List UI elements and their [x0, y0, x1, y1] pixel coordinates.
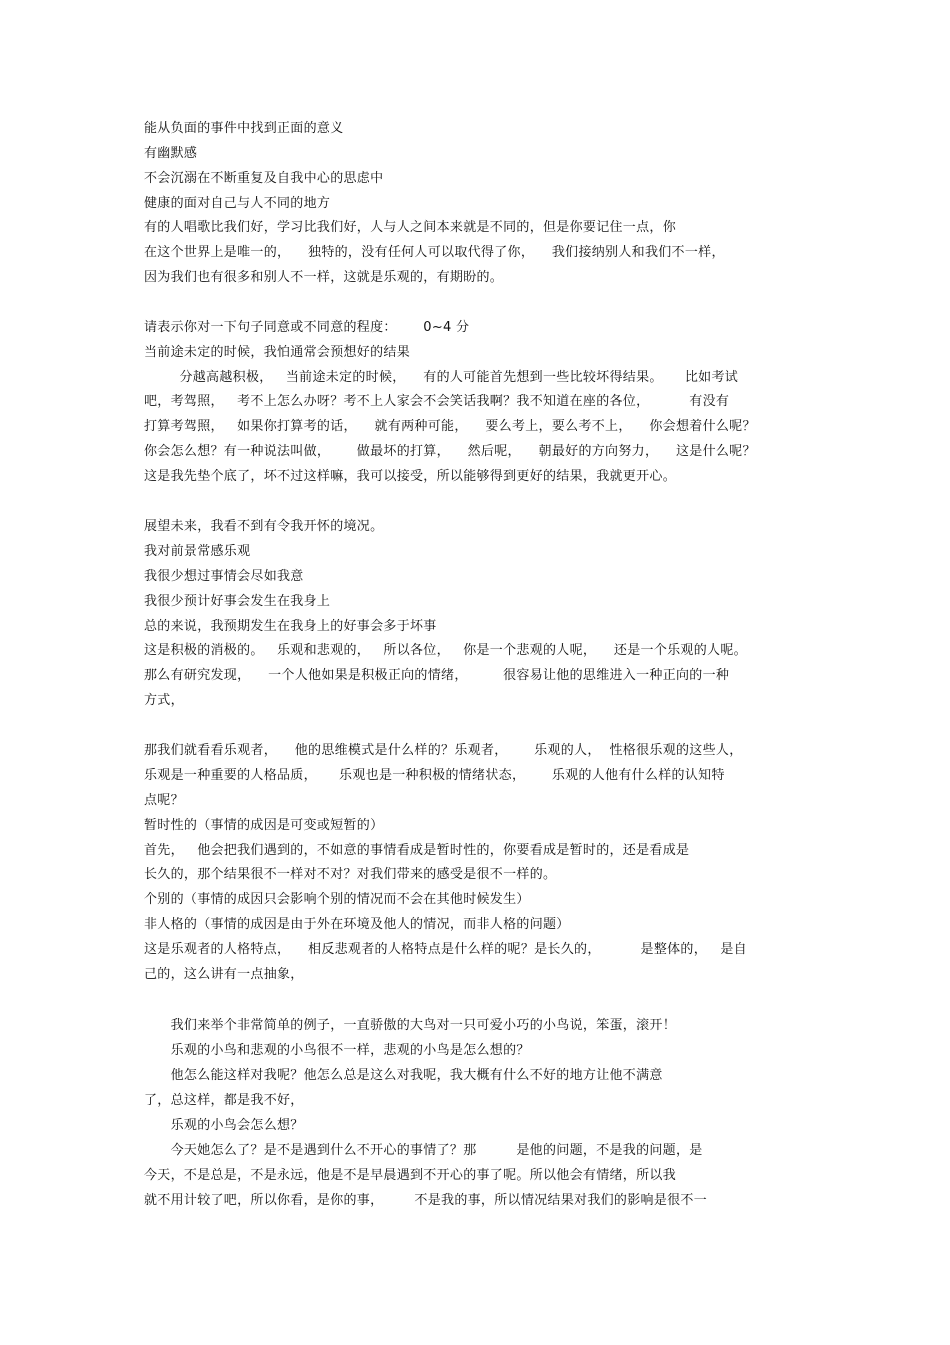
text-line: 那么有研究发现， 一个人他如果是积极正向的情绪， 很容易让他的思维进入一种正向的一种	[144, 668, 730, 683]
text-line: 有的人唱歌比我们好，学习比我们好，人与人之间本来就是不同的，但是你要记住一点，你	[144, 220, 677, 235]
text-line: 展望未来，我看不到有令我开怀的境况。	[144, 519, 384, 534]
text-line: 今天她怎么了？是不是遇到什么不开心的事情了？那 是他的问题，不是我的问题，是	[144, 1143, 703, 1158]
text-line: 这是我先垫个底了，坏不过这样嘛，我可以接受，所以能够得到更好的结果，我就更开心。	[144, 469, 677, 484]
text-line: 个别的（事情的成因只会影响个别的情况而不会在其他时候发生）	[144, 892, 530, 907]
text-line: 因为我们也有很多和别人不一样，这就是乐观的，有期盼的。	[144, 270, 504, 285]
text-line: 我们来举个非常简单的例子，一直骄傲的大鸟对一只可爱小巧的小鸟说，笨蛋，滚开！	[144, 1018, 676, 1033]
text-line: 当前途未定的时候，我怕通常会预想好的结果	[144, 345, 411, 360]
text-line: 有幽默感	[144, 146, 198, 161]
text-line: 在这个世界上是唯一的， 独特的，没有任何人可以取代得了你， 我们接纳别人和我们不一样，	[144, 245, 725, 260]
text-line: 我很少想过事情会尽如我意	[144, 569, 304, 584]
text-line: 乐观是一种重要的人格品质， 乐观也是一种积极的情绪状态， 乐观的人他有什么样的认知特	[144, 768, 725, 783]
text-line: 乐观的小鸟会怎么想？	[144, 1118, 304, 1133]
text-line: 请表示你对一下句子同意或不同意的程度： 0~4 分	[144, 320, 470, 335]
text-line: 长久的，那个结果很不一样对不对？对我们带来的感受是很不一样的。	[144, 867, 557, 882]
text-line: 总的来说，我预期发生在我身上的好事会多于坏事	[144, 619, 437, 634]
text-line: 暂时性的（事情的成因是可变或短暂的）	[144, 818, 384, 833]
text-line: 就不用计较了吧，所以你看，是你的事， 不是我的事，所以情况结果对我们的影响是很不一	[144, 1193, 708, 1208]
text-line: 我很少预计好事会发生在我身上	[144, 594, 331, 609]
text-line: 己的，这么讲有一点抽象，	[144, 967, 304, 982]
text-line: 今天，不是总是，不是永远，他是不是早晨遇到不开心的事了呢。所以他会有情绪，所以我	[144, 1168, 677, 1183]
text-line: 你会怎么想？有一种说法叫做， 做最坏的打算， 然后呢， 朝最好的方向努力， 这是什么呢？	[144, 444, 756, 459]
text-line: 非人格的（事情的成因是由于外在环境及他人的情况，而非人格的问题）	[144, 917, 570, 932]
text-line: 方式，	[144, 693, 184, 708]
text-line: 分越高越积极， 当前途未定的时候， 有的人可能首先想到一些比较坏得结果。 比如考试	[144, 370, 739, 385]
text-line: 首先， 他会把我们遇到的，不如意的事情看成是暂时性的，你要看成是暂时的，还是看成是	[144, 843, 690, 858]
text-line: 能从负面的事件中找到正面的意义	[144, 121, 344, 136]
text-line: 了，总这样，都是我不好，	[144, 1093, 304, 1108]
text-line: 这是乐观者的人格特点， 相反悲观者的人格特点是什么样的呢？是长久的， 是整体的， 是自	[144, 942, 747, 957]
text-line: 他怎么能这样对我呢？他怎么总是这么对我呢，我大概有什么不好的地方让他不满意	[144, 1068, 663, 1083]
text-line: 这是积极的消极的。 乐观和悲观的， 所以各位， 你是一个悲观的人呢， 还是一个乐观的人呢。	[144, 643, 747, 658]
text-line: 那我们就看看乐观者， 他的思维模式是什么样的？乐观者， 乐观的人， 性格很乐观的这些人，	[144, 743, 743, 758]
text-line: 健康的面对自己与人不同的地方	[144, 196, 331, 211]
text-line: 吧，考驾照， 考不上怎么办呀？考不上人家会不会笑话我啊？我不知道在座的各位， 有没有	[144, 394, 730, 409]
text-line: 乐观的小鸟和悲观的小鸟很不一样，悲观的小鸟是怎么想的？	[144, 1043, 530, 1058]
text-line: 不会沉溺在不断重复及自我中心的思虑中	[144, 171, 384, 186]
text-line: 点呢？	[144, 793, 184, 808]
text-line: 我对前景常感乐观	[144, 544, 251, 559]
text-line: 打算考驾照， 如果你打算考的话， 就有两种可能， 要么考上，要么考不上， 你会想着什么呢？	[144, 419, 756, 434]
